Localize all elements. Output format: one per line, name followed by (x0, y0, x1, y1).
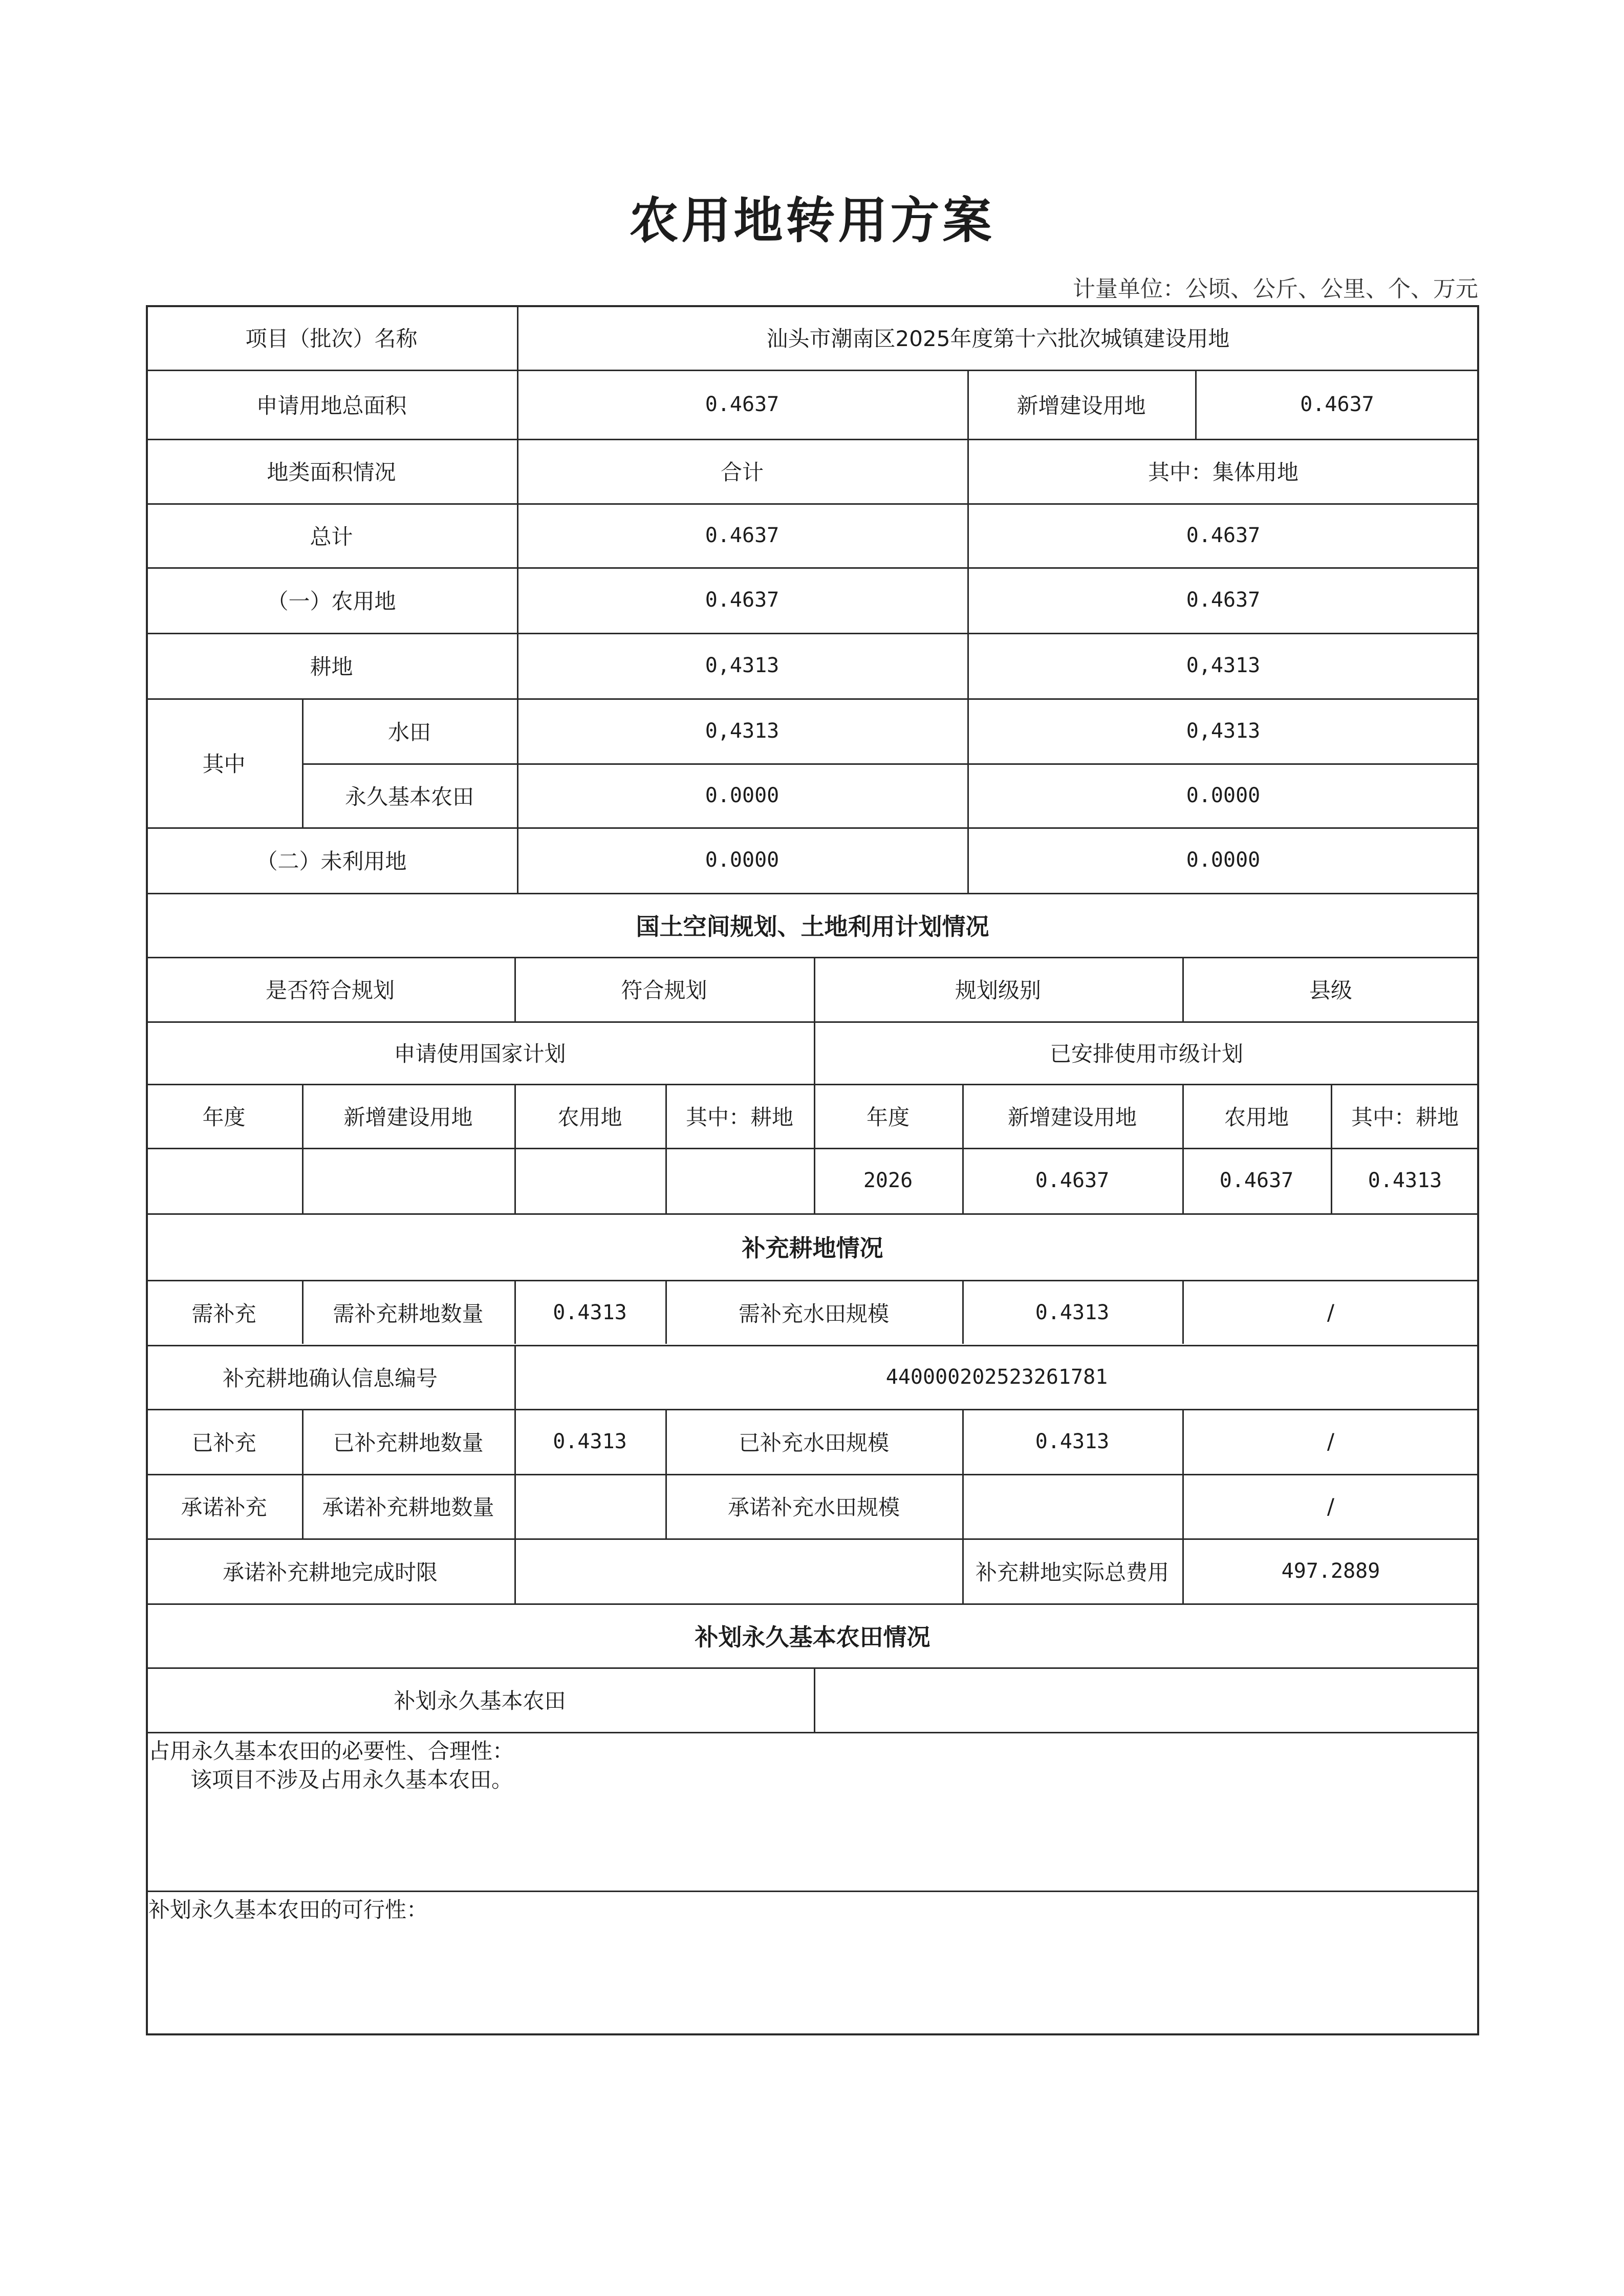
row-paddy-value: 0,4313 (705, 719, 779, 743)
row-unused-collective: 0.0000 (1186, 848, 1261, 872)
plan-col-agri-1: 农用地 (557, 1104, 622, 1130)
unit-note: 计量单位：公顷、公斤、公里、个、万元 (1073, 276, 1478, 302)
col-total-header: 合计 (720, 460, 764, 485)
need-qty-label: 需补充耕地数量 (333, 1301, 484, 1326)
plan-val-new-2: 0.4637 (1035, 1169, 1110, 1192)
feasibility-label: 补划永久基本农田的可行性： (148, 1897, 428, 1922)
new-construction-label: 新增建设用地 (1016, 393, 1146, 418)
plan-col-year-2: 年度 (866, 1104, 910, 1130)
done-paddy-label: 已补充水田规模 (738, 1430, 889, 1455)
done-qty-label: 已补充耕地数量 (333, 1430, 484, 1455)
national-plan-label: 申请使用国家计划 (394, 1041, 566, 1066)
permanent-section-title: 补划永久基本农田情况 (695, 1623, 930, 1651)
row-total-value: 0.4637 (705, 523, 779, 547)
row-unused-value: 0.0000 (705, 848, 779, 872)
row-paddy-collective: 0,4313 (1186, 719, 1261, 743)
plan-val-year-2: 2026 (863, 1169, 913, 1192)
total-area-value: 0.4637 (705, 392, 779, 416)
row-among-label: 其中 (202, 752, 246, 777)
plan-val-year-1 (146, 1148, 302, 1213)
promise-label: 承诺补充 (181, 1495, 267, 1520)
promise-qty-value (514, 1474, 665, 1538)
deadline-value (514, 1538, 962, 1603)
need-paddy-value: 0.4313 (1035, 1300, 1110, 1324)
plan-col-agri-2: 农用地 (1224, 1104, 1289, 1130)
permanent-supplement-value (814, 1667, 1479, 1732)
plan-val-farm-2: 0.4313 (1368, 1169, 1442, 1192)
row-permanent-value: 0.0000 (705, 783, 779, 807)
done-paddy-value: 0.4313 (1035, 1429, 1110, 1453)
done-qty-value: 0.4313 (553, 1429, 627, 1453)
plan-level-label: 规划级别 (955, 978, 1041, 1003)
need-paddy-label: 需补充水田规模 (738, 1301, 889, 1326)
col-collective-header: 其中：集体用地 (1147, 460, 1298, 485)
plan-val-agri-1 (514, 1148, 665, 1213)
conform-value: 符合规划 (621, 978, 707, 1003)
row-total-label: 总计 (310, 524, 353, 549)
promise-qty-label: 承诺补充耕地数量 (322, 1495, 494, 1520)
confirm-no-label: 补充耕地确认信息编号 (222, 1365, 438, 1391)
necessity-text: 该项目不涉及占用永久基本农田。 (190, 1767, 513, 1792)
conform-label: 是否符合规划 (265, 978, 395, 1003)
document-title: 农用地转用方案 (629, 192, 995, 249)
row-agri-collective: 0.4637 (1186, 588, 1261, 612)
row-agri-value: 0.4637 (705, 588, 779, 612)
row-paddy-label: 水田 (387, 719, 431, 745)
cost-label: 补充耕地实际总费用 (975, 1559, 1169, 1585)
need-label: 需补充 (191, 1301, 256, 1326)
plan-col-farm-2: 其中：耕地 (1351, 1104, 1459, 1130)
deadline-label: 承诺补充耕地完成时限 (222, 1559, 438, 1585)
confirm-no-value: 440000202523261781 (885, 1365, 1108, 1389)
plan-val-new-1 (302, 1148, 514, 1213)
necessity-label: 占用永久基本农田的必要性、合理性： (148, 1739, 514, 1764)
plan-val-agri-2: 0.4637 (1219, 1169, 1294, 1192)
need-qty-value: 0.4313 (553, 1300, 627, 1324)
plan-level-value: 县级 (1309, 978, 1352, 1003)
row-agri-label: （一）农用地 (267, 589, 396, 614)
promise-extra-value: / (1327, 1493, 1335, 1519)
plan-col-new-1: 新增建设用地 (343, 1104, 473, 1130)
row-total-collective: 0.4637 (1186, 523, 1261, 547)
cost-value: 497.2889 (1281, 1559, 1380, 1583)
plan-col-farm-1: 其中：耕地 (685, 1104, 793, 1130)
row-farmland-collective: 0,4313 (1186, 654, 1261, 677)
row-unused-label: （二）未利用地 (256, 849, 407, 874)
plan-val-farm-1 (665, 1148, 814, 1213)
row-permanent-collective: 0.0000 (1186, 783, 1261, 807)
row-permanent-label: 永久基本农田 (344, 784, 474, 809)
permanent-supplement-label: 补划永久基本农田 (394, 1688, 566, 1713)
planning-section-title: 国土空间规划、土地利用计划情况 (636, 912, 989, 940)
supplement-section-title: 补充耕地情况 (742, 1234, 883, 1262)
done-label: 已补充 (191, 1430, 256, 1455)
done-extra-value: / (1327, 1429, 1335, 1454)
row-farmland-value: 0,4313 (705, 654, 779, 677)
need-extra-value: / (1327, 1300, 1335, 1325)
city-plan-label: 已安排使用市级计划 (1049, 1041, 1243, 1066)
plan-col-new-2: 新增建设用地 (1007, 1104, 1137, 1130)
new-construction-value: 0.4637 (1300, 392, 1374, 416)
plan-col-year-1: 年度 (202, 1104, 246, 1130)
promise-paddy-value (962, 1474, 1182, 1538)
project-name-value: 汕头市潮南区2025年度第十六批次城镇建设用地 (766, 326, 1230, 351)
project-name-label: 项目（批次）名称 (245, 326, 418, 351)
row-farmland-label: 耕地 (310, 654, 353, 679)
total-area-label: 申请用地总面积 (256, 393, 407, 418)
promise-paddy-label: 承诺补充水田规模 (727, 1495, 900, 1520)
land-type-header: 地类面积情况 (267, 460, 396, 485)
